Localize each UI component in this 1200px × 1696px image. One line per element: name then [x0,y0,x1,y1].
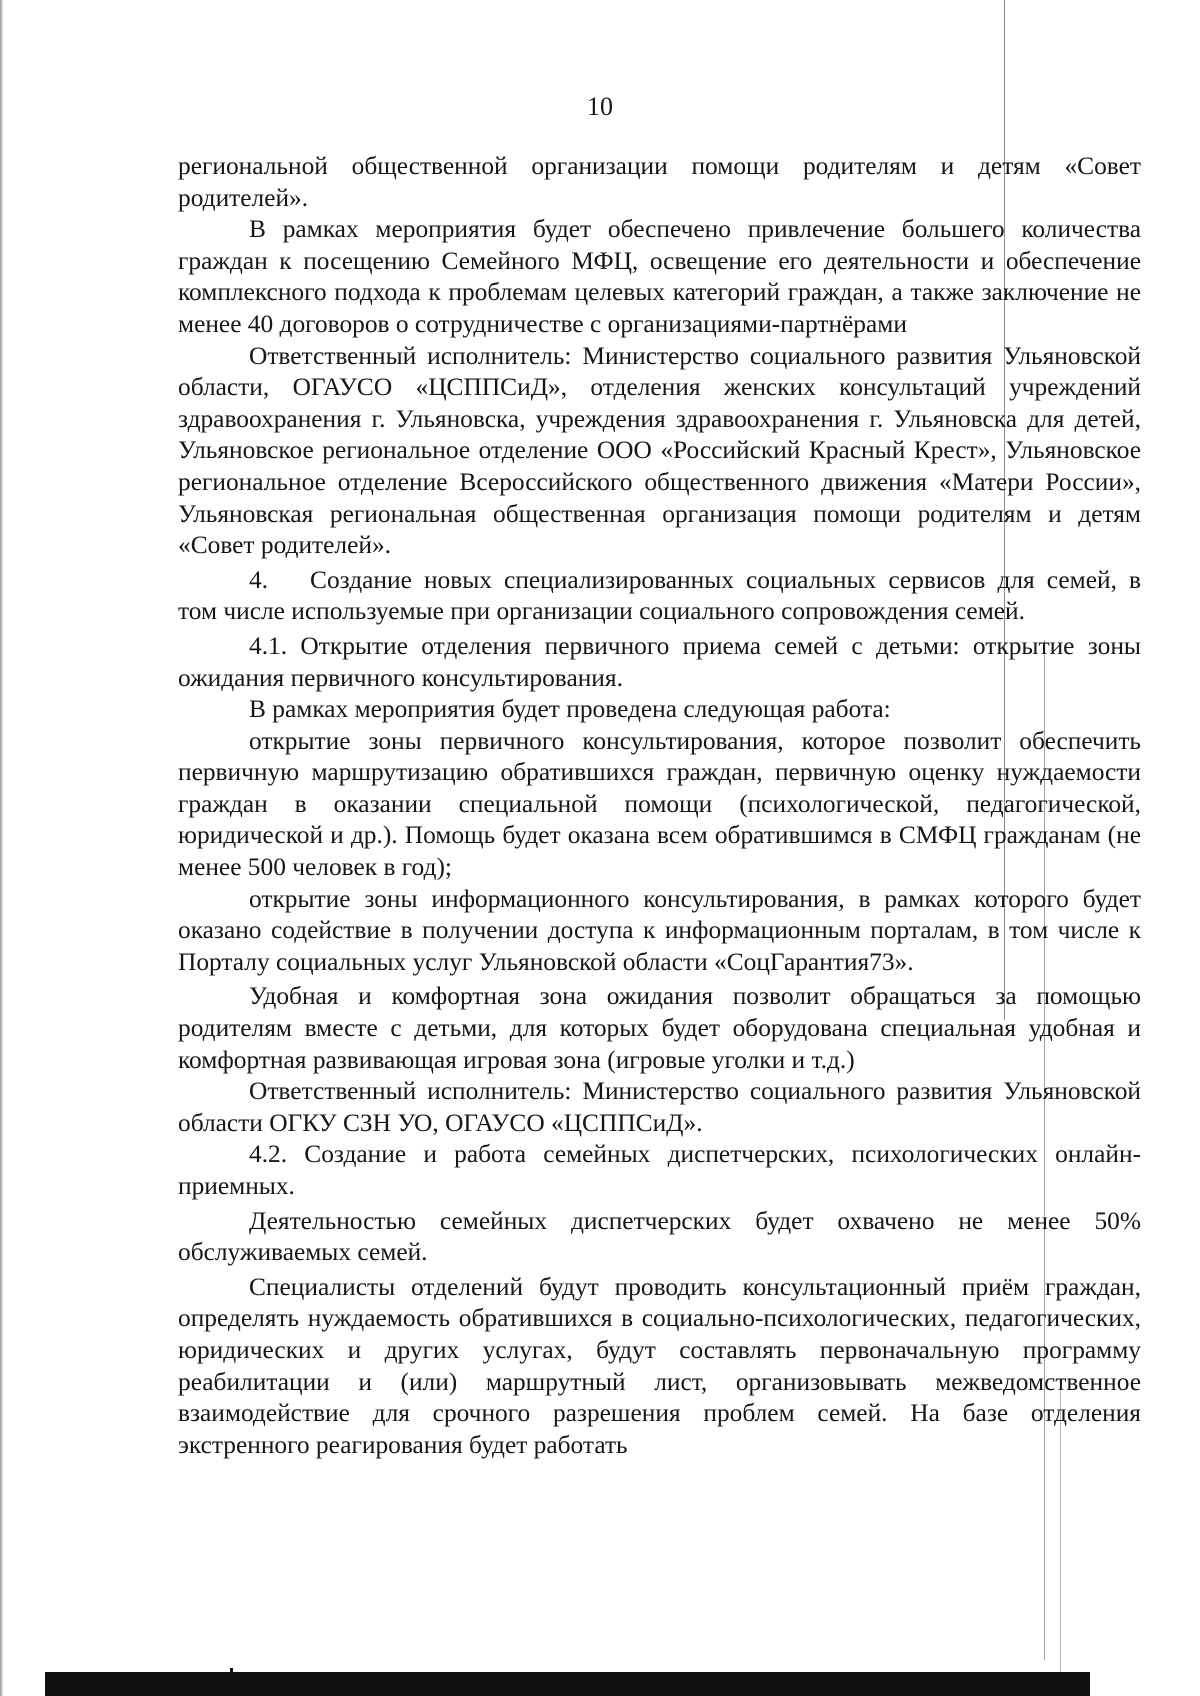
paragraph: Удобная и комфортная зона ожидания позволит обращаться за помощью родителям вместе с детьми, для которых будет оборудована специальная удобная и комфортная развивающая игровая зона (игровые уголки и т.д.) [178,982,1141,1074]
paragraph: Специалисты отделений будут проводить консультационный приём граждан, определять нуждаемость обратившихся в социально-психологических, педагогических, юридических и других услугах, будут составлять первоначальную программу реабилитации и (или) маршрутный лист, организовывать межведомственное взаимодействие для срочного разрешения проблем семей. На базе отделения экстренного реагирования будет работать [178,1272,1141,1459]
scan-edge [0,0,3,1696]
paragraph: 4.2. Создание и работа семейных диспетчерских, психологических онлайн-приемных. [178,1140,1141,1200]
paragraph: В рамках мероприятия будет обеспечено привлечение большего количества граждан к посещению Семейного МФЦ, освещение его деятельности и обеспечение комплексного подхода к проблемам целевых категорий граждан, а также заключение не менее 40 договоров о сотрудничестве с организациями-партнёрами [178,215,1141,338]
paragraph: открытие зоны первичного консультирования, которое позволит обеспечить первичную маршрутизацию обратившихся граждан, первичную оценку нуждаемости граждан в оказании специальной помощи (психологической, педагогической, юридической и др.). Помощь будет оказана всем обратившимся в СМФЦ гражданам (не менее 500 человек в год); [178,726,1141,882]
section-number: 4. [249,565,269,594]
section-heading-text: Создание новых специализированных социальных сервисов для семей, в том числе используемые при организации социального сопровождения семей. [178,565,1141,626]
paragraph: 4.1. Открытие отделения первичного приема семей с детьми: открытие зоны ожидания первичного консультирования. [178,631,1141,692]
paragraph: Ответственный исполнитель: Министерство социального развития Ульяновской области ОГКУ СЗН УО, ОГАУСО «ЦСППСиД». [178,1077,1141,1137]
paragraph: открытие зоны информационного консультирования, в рамках которого будет оказано содействие в получении доступа к информационным порталам, в том числе к Порталу социальных услуг Ульяновской области «СоцГарантия73». [178,884,1141,976]
page-number: 10 [587,92,613,121]
paragraph: Ответственный исполнитель: Министерство социального развития Ульяновской области, ОГАУСО «ЦСППСиД», отделения женских консультаций учреждений здравоохранения г. Ульяновска, учреждения здравоохранения г. Ульяновска для детей, Ульяновское региональное отделение ООО «Российский Красный Крест», Ульяновское региональное отделение Всероссийского общественного движения «Матери России», Ульяновская региональная общественная организация помощи родителям и детям «Совет родителей». [178,341,1141,560]
paragraph: региональной общественной организации помощи родителям и детям «Совет родителей». [178,152,1141,212]
paragraph: В рамках мероприятия будет проведена следующая работа: [249,695,891,724]
document-body [178,151,1141,1461]
section-heading [178,565,1141,628]
scan-bottom-bar [45,1672,1090,1696]
paragraph: Деятельностью семейных диспетчерских будет охвачено не менее 50% обслуживаемых семей. [178,1206,1141,1267]
